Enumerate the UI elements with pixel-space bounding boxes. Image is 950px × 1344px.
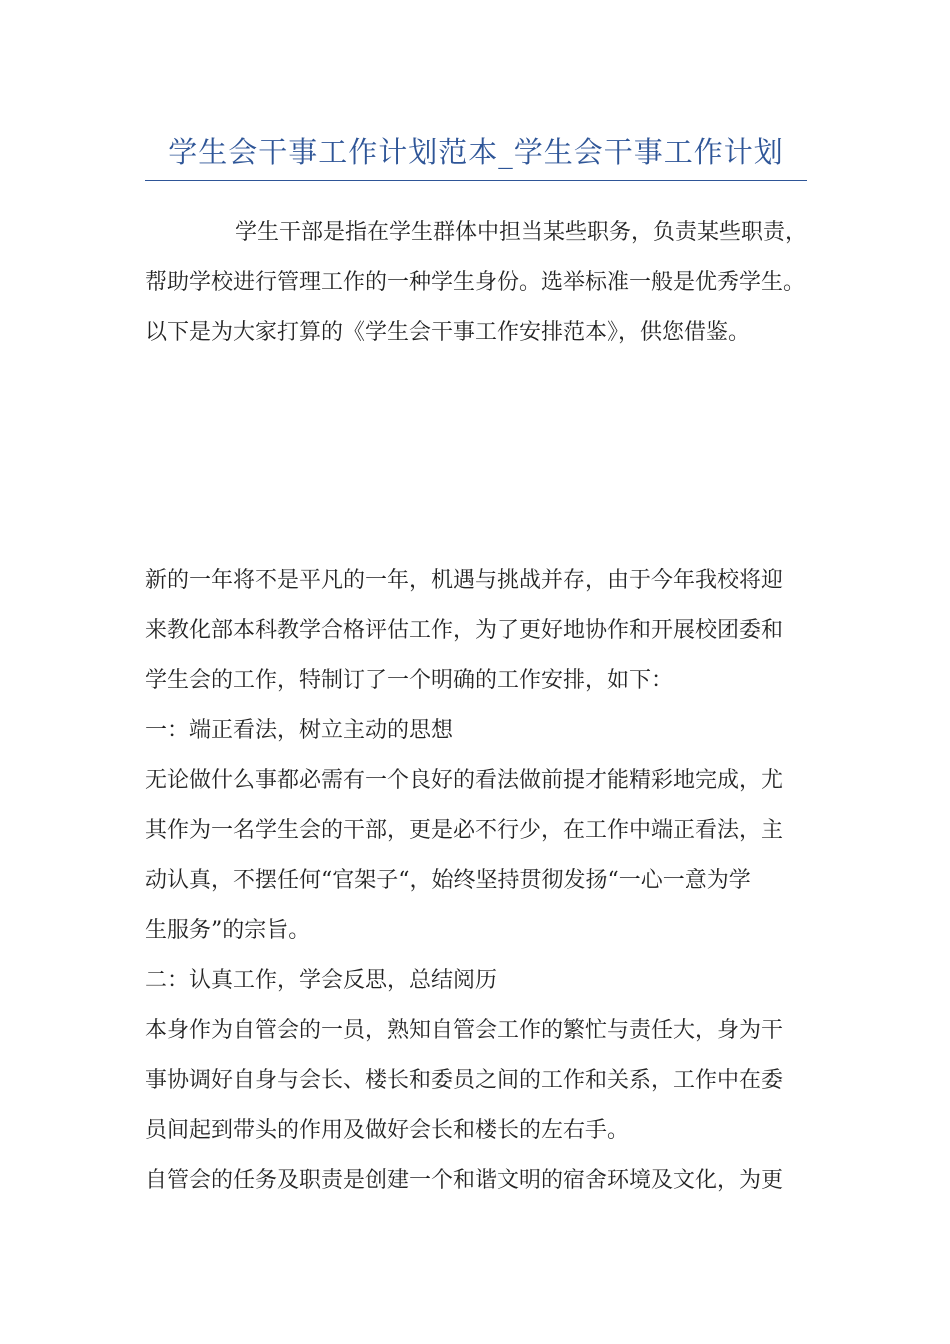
body-line: 动认真，不摆任何“官架子“，始终坚持贯彻发扬“一心一意为学	[145, 868, 751, 893]
body-line: 新的一年将不是平凡的一年，机遇与挑战并存，由于今年我校将迎	[145, 568, 784, 593]
intro-line: 帮助学校进行管理工作的一种学生身份。选举标准一般是优秀学生。	[145, 270, 806, 295]
body-line: 无论做什么事都必需有一个良好的看法做前提才能精彩地完成，尤	[145, 768, 784, 793]
title-underline	[145, 180, 807, 181]
intro-line: 以下是为大家打算的《学生会干事工作安排范本》，供您借鉴。	[145, 320, 751, 345]
body-text	[145, 556, 825, 1206]
body-line: 来教化部本科教学合格评估工作，为了更好地协作和开展校团委和	[145, 618, 784, 643]
body-line: 其作为一名学生会的干部，更是必不行少，在工作中端正看法，主	[145, 818, 784, 843]
body-line: 事协调好自身与会长、楼长和委员之间的工作和关系，工作中在委	[145, 1068, 784, 1093]
section-heading: 二：认真工作，学会反思，总结阅历	[145, 968, 498, 993]
body-line: 生服务”的宗旨。	[145, 918, 311, 943]
document-title: 学生会干事工作计划范本_学生会干事工作计划	[168, 135, 784, 169]
intro-paragraph	[145, 208, 825, 358]
section-heading: 一：端正看法，树立主动的思想	[145, 718, 454, 743]
body-line: 自管会的任务及职责是创建一个和谐文明的宿舍环境及文化，为更	[145, 1168, 784, 1193]
intro-line: 学生干部是指在学生群体中担当某些职务，负责某些职责，	[235, 220, 808, 245]
body-line: 本身作为自管会的一员，熟知自管会工作的繁忙与责任大，身为干	[145, 1018, 784, 1043]
body-line: 员间起到带头的作用及做好会长和楼长的左右手。	[145, 1118, 630, 1143]
body-line: 学生会的工作，特制订了一个明确的工作安排，如下：	[145, 668, 674, 693]
